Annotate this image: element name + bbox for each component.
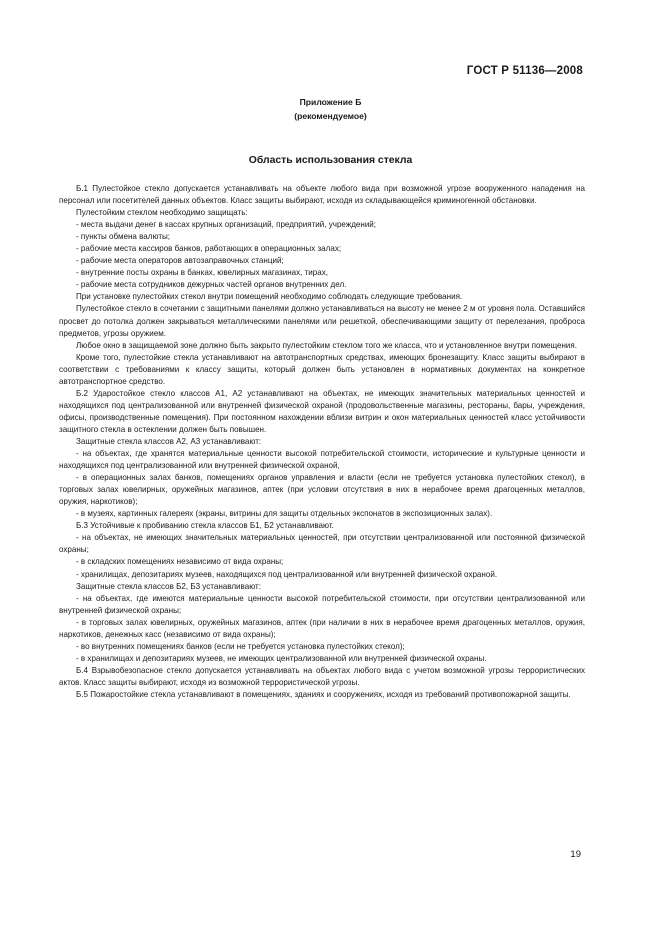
list-item: - внутренние посты охраны в банках, ювелирных магазинах, тирах, <box>76 268 329 278</box>
list-item: - в торговых залах ювелирных, оружейных магазинов, аптек (при наличии в них в нерабочее время драгоценных металлов, оружия, наркотиков, денежных касс (независимо от вида охраны); <box>59 617 585 639</box>
body-text <box>59 183 585 701</box>
list-item: - в складских помещениях независимо от вида охраны; <box>76 557 284 567</box>
list-item: - рабочие места сотрудников дежурных частей органов внутренних дел. <box>76 280 347 290</box>
list-item: - места выдачи денег в кассах крупных организаций, предприятий, учреждений; <box>76 220 377 230</box>
list-item: - в хранилищах и депозитариях музеев, не имеющих централизованной или внутренней физической охраны. <box>76 653 487 663</box>
paragraph: При установке пулестойких стекол внутри помещений необходимо соблюдать следующие требования. <box>76 292 463 302</box>
list-item: - на объектах, где хранятся материальные ценности высокой потребительской стоимости, исторические и культурные ценности и находящихся под централизованной или внутренней физической охраной, <box>59 449 585 471</box>
paragraph: Б.4 Взрывобезопасное стекло допускается устанавливать на объектах любого вида с учетом возможной угрозы террористических актов. Класс защиты выбирают, исходя из возможной террористической угрозы. <box>59 665 585 687</box>
list-item: - во внутренних помещениях банков (если не требуется установка пулестойких стекол); <box>76 641 405 651</box>
list-item: - пункты обмена валюты; <box>76 232 171 242</box>
paragraph: Кроме того, пулестойкие стекла устанавливают на автотранспортных средствах, имеющих бронезащиту. Класс защиты выбирают в соответствии с требованиями к классу защиты, который должен быть установлен в нормативных документах на конкретное автотранспортное средство. <box>59 352 585 386</box>
list-item: - рабочие места операторов автозаправочных станций; <box>76 256 284 266</box>
list-item: - рабочие места кассиров банков, работающих в операционных залах; <box>76 244 342 254</box>
paragraph: Б.2 Ударостойкое стекло классов А1, А2 устанавливают на объектах, не имеющих значительных материальных ценностей и находящихся под централизованной или внутренней физической охраной (продовольственные магазины, рестораны, бары, учреждения, офисы, производственные помещения). При постоянном нахождении вблизи витрин и окон материальных ценностей класс устойчивости защитного стекла в остеклении должен быть повышен. <box>59 388 585 434</box>
paragraph: Любое окно в защищаемой зоне должно быть закрыто пулестойким стеклом того же класса, что и установленное внутри помещения. <box>76 340 577 350</box>
list-item: - на объектах, не имеющих значительных материальных ценностей, при отсутствии централизованной или постоянной физической охраны; <box>59 533 585 555</box>
page-number: 19 <box>570 849 581 860</box>
paragraph: Б.3 Устойчивые к пробиванию стекла классов Б1, Б2 устанавливают. <box>76 521 334 531</box>
appendix-title: Приложение Б <box>299 97 362 107</box>
paragraph: Пулестойким стеклом необходимо защищать: <box>76 208 248 218</box>
section-title: Область использования стекла <box>248 155 413 166</box>
list-item: - в операционных залах банков, помещениях органов управления и власти (если не требуется установка пулестойких стекол), в торговых залах ювелирных, оружейных магазинов, аптек (при условии отсутствия в них в нерабочее время драгоценных металлов, оружия, наркотиков); <box>59 473 585 507</box>
list-item: - на объектах, где имеются материальные ценности высокой потребительской стоимости, при отсутствии централизованной или внутренней физической охраны; <box>59 593 585 615</box>
paragraph: Пулестойкое стекло в сочетании с защитными панелями должно устанавливаться на высоту не менее 2 м от уровня пола. Оставшийся просвет до потолка должен закрываться металлическими панелями или решеткой, обеспечивающими защиту от перелезания, проброса предметов, угрозы оружием. <box>59 304 585 338</box>
paragraph: Защитные стекла классов Б2, Б3 устанавливают: <box>76 581 261 591</box>
paragraph: Б.1 Пулестойкое стекло допускается устанавливать на объекте любого вида при возможной угрозе вооруженного нападения на персонал или посетителей данных объектов. Класс защиты выбирают, исходя из складывающейся криминогенной обстановки. <box>59 184 585 206</box>
document-code: ГОСТ Р 51136—2008 <box>466 65 583 77</box>
list-item: - в музеях, картинных галереях (экраны, витрины для защиты отдельных экспонатов в экспозиционных залах). <box>76 509 493 519</box>
paragraph: Защитные стекла классов А2, А3 устанавливают: <box>76 436 262 446</box>
appendix-heading <box>0 95 661 123</box>
appendix-subtitle: (рекомендуемое) <box>294 111 367 121</box>
paragraph: Б.5 Пожаростойкие стекла устанавливают в помещениях, зданиях и сооружениях, исходя из требований противопожарной защиты. <box>76 689 571 699</box>
list-item: - хранилищах, депозитариях музеев, находящихся под централизованной или внутренней физической охраной. <box>76 569 498 579</box>
